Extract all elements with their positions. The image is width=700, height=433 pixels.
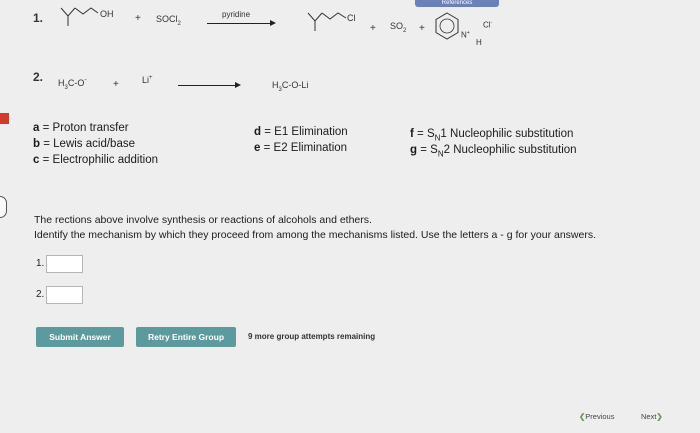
references-tab[interactable]: References [415, 0, 499, 7]
answer-2-input[interactable] [46, 286, 83, 304]
arrow-head-icon [235, 82, 241, 88]
mechanism-d: d = E1 Elimination [254, 126, 348, 138]
answer-1-label: 1. [36, 258, 45, 269]
mechanism-c: c = Electrophilic addition [33, 154, 159, 166]
attempts-remaining: 9 more group attempts remaining [248, 332, 376, 341]
plus-sign: + [135, 13, 141, 24]
plus-sign: + [113, 79, 119, 90]
mechanism-a: a = Proton transfer [33, 122, 129, 134]
mechanism-e: e = E2 Elimination [254, 142, 348, 154]
reaction-arrow-1 [207, 23, 271, 24]
reaction-2-number: 2. [33, 70, 44, 84]
chloro-group: Cl [347, 13, 356, 23]
sulfur-dioxide: $SO_2$ [390, 21, 407, 34]
chevron-left-icon: ❮ [579, 412, 586, 421]
question-marker [0, 113, 9, 124]
arrow-head-icon [270, 20, 276, 26]
thionyl-chloride: SOCl$_2$ [156, 14, 181, 27]
answer-1-input[interactable] [46, 255, 83, 273]
next-button[interactable]: Next❯ [641, 412, 663, 421]
reaction-arrow-2 [178, 85, 236, 86]
condition-label: pyridine [222, 10, 251, 19]
mechanism-g: $g = S_N2$ Nucleophilic substitution [410, 144, 577, 159]
mechanism-f: $f = S_N1$ Nucleophilic substitution [410, 128, 574, 143]
methoxide: $H_3C-O^-$ [58, 77, 87, 91]
retry-entire-group-button[interactable]: Retry Entire Group [136, 327, 236, 347]
alkyl-chloride-structure [305, 9, 353, 33]
pyridinium-ring-icon [431, 10, 463, 42]
reaction-1-number: 1. [33, 11, 44, 25]
mechanism-b: b = Lewis acid/base [33, 138, 135, 150]
answer-2-label: 2. [36, 289, 45, 300]
plus-sign: + [419, 23, 425, 34]
chloride-label: Cl- [483, 20, 493, 30]
nitrogen-label: N+ [461, 30, 470, 40]
lithium-ion: Li+ [142, 75, 153, 85]
question-line-2: Identify the mechanism by which they proceed from among the mechanisms listed. Use the letters a - g for your answers. [34, 229, 597, 241]
collapse-handle[interactable] [0, 196, 7, 218]
lithium-methoxide: $H_3C-O-Li$ [272, 80, 309, 93]
submit-answer-button[interactable]: Submit Answer [36, 327, 124, 347]
question-line-1: The rections above involve synthesis or reactions of alcohols and ethers. [34, 214, 372, 226]
chevron-right-icon: ❯ [656, 412, 663, 421]
hydroxyl-group: OH [100, 9, 114, 19]
plus-sign: + [370, 23, 376, 34]
hydrogen-label: H [476, 38, 482, 47]
previous-button[interactable]: ❮Previous [579, 412, 615, 421]
